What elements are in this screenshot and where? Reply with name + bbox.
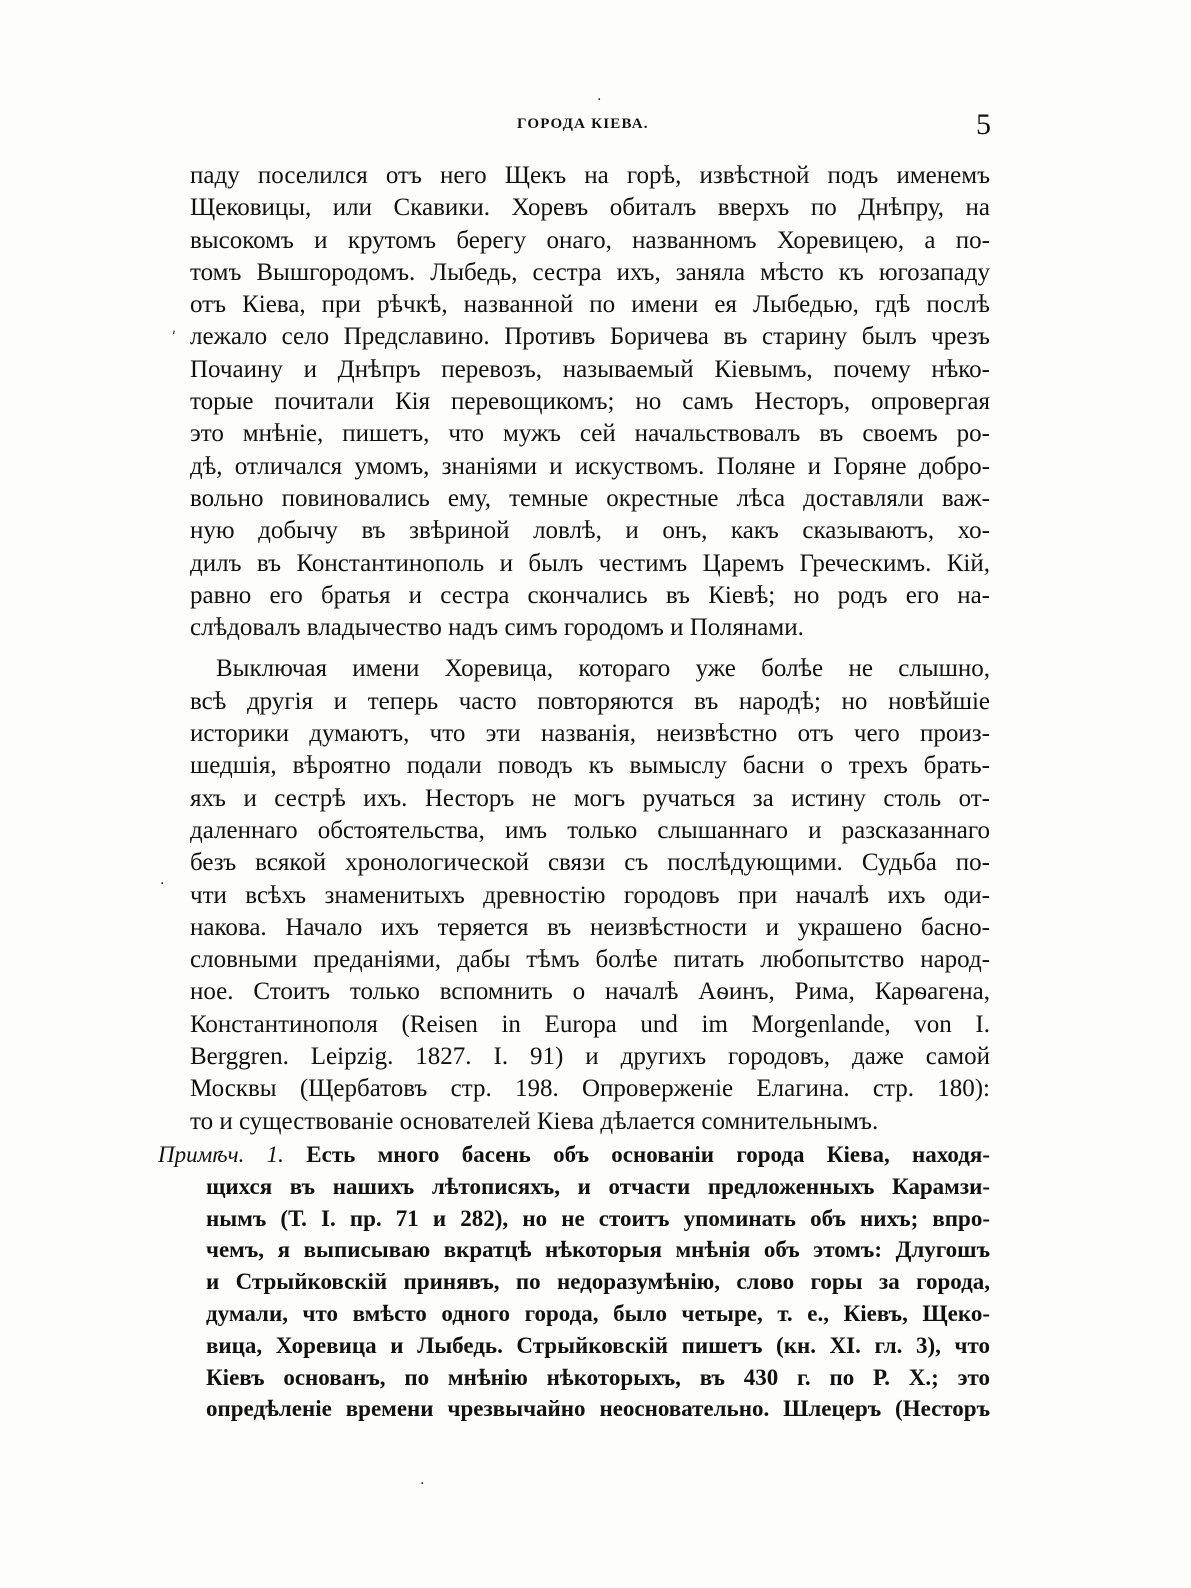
note-first-line (158, 1139, 990, 1171)
text-line: высокомъ и крутомъ берегу онаго, названномъ Хоревицею, а по- (190, 226, 990, 254)
print-speck: ʹ (172, 330, 176, 346)
note-line: опредѣленіе времени чрезвычайно неосновательно. Шлецеръ (Несторъ (206, 1396, 990, 1422)
text-line: равно его братья и сестра скончались въ Кіевѣ; но родъ его на- (190, 581, 990, 609)
note-label: Примѣч. 1. (158, 1142, 284, 1167)
text-line: историки думаютъ, что эти названія, неизвѣстно отъ чего произ- (190, 720, 990, 748)
text-line: Выключая имени Хоревица, котораго уже болѣе не слышно, (216, 655, 990, 683)
footnote (158, 1139, 990, 1425)
running-head: ГОРОДА КІЕВА. (517, 116, 649, 132)
text-line: Щековицы, или Скавики. Хоревъ обиталъ вверхъ по Днѣпру, на (190, 194, 990, 222)
text-line: Почаину и Днѣпръ перевозъ, называемый Кіевымъ, почему нѣко- (190, 355, 990, 383)
text-line: ную добычу въ звѣриной ловлѣ, и онъ, какъ сказываютъ, хо- (190, 517, 990, 545)
page-header (0, 108, 1191, 152)
text-line: дилъ въ Константинополь и былъ честимъ Царемъ Греческимъ. Кій, (190, 549, 990, 577)
note-line: нымъ (Т. I. пр. 71 и 282), но не стоитъ упоминать объ нихъ; впро- (206, 1205, 990, 1231)
text-line: Berggren. Leipzig. 1827. I. 91) и другихъ городовъ, даже самой (190, 1043, 990, 1071)
text-line: чти всѣхъ знаменитыхъ древностію городовъ при началѣ ихъ оди- (190, 881, 990, 909)
text-line: яхъ и сестрѣ ихъ. Несторъ не могъ ручаться за истину столь от- (190, 784, 990, 812)
text-line: вольно повиновались ему, темные окрестные лѣса доставляли важ- (190, 484, 990, 512)
text-line: это мнѣніе, пишетъ, что мужъ сей начальствовалъ въ своемъ ро- (190, 420, 990, 448)
note-line: чемъ, я выписываю вкратцѣ нѣкоторыя мнѣнія объ этомъ: Длугошъ (206, 1237, 990, 1263)
note-line: щихся въ нашихъ лѣтописяхъ, и отчасти предложенныхъ Карамзи- (206, 1173, 990, 1199)
text-line: томъ Вышгородомъ. Лыбедь, сестра ихъ, заняла мѣсто къ югозападу (190, 258, 990, 286)
text-line: Москвы (Щербатовъ стр. 198. Опроверженіе Елагина. стр. 180): (190, 1075, 990, 1103)
print-speck: · (420, 1476, 425, 1492)
note-line: и Стрыйковскій принявъ, по недоразумѣнію, слово горы за города, (206, 1269, 990, 1295)
text-line: то и существованіе основателей Кіева дѣлается сомнительнымъ. (190, 1107, 879, 1135)
paragraph-2 (190, 653, 990, 1137)
text-line: накова. Начало ихъ теряется въ неизвѣстности и украшено басно- (190, 913, 990, 941)
print-speck: · (597, 92, 602, 108)
note-text: Есть много басень объ основаніи города Кіева, находя- (306, 1142, 990, 1167)
text-line: лежало село Предславино. Противъ Боричева въ старину былъ чрезъ (190, 323, 990, 351)
note-line: вица, Хоревица и Лыбедь. Стрыйковскій пишетъ (кн. XI. гл. 3), что (206, 1332, 990, 1358)
text-line: торые почитали Кія перевощикомъ; но самъ Несторъ, опровергая (190, 388, 990, 416)
note-line: Кіевъ основанъ, по мнѣнію нѣкоторыхъ, въ 430 г. по Р. Х.; это (206, 1364, 990, 1390)
text-line: паду поселился отъ него Щекъ на горѣ, извѣстной подъ именемъ (190, 162, 990, 189)
note-line: думали, что вмѣсто одного города, было четыре, т. е., Кіевъ, Щеко- (206, 1300, 990, 1326)
text-line: даленнаго обстоятельства, имъ только слышаннаго и разсказаннаго (190, 816, 990, 844)
text-line: всѣ другія и теперь часто повторяются въ народѣ; но новѣйшіе (190, 687, 990, 715)
text-line: шедшія, вѣроятно подали поводъ къ вымыслу басни о трехъ брать- (190, 752, 990, 780)
text-line: дѣ, отличался умомъ, знаніями и искуствомъ. Поляне и Горяне добро- (190, 452, 990, 480)
paragraph-1 (190, 160, 990, 644)
text-line: безъ всякой хронологической связи съ послѣдующими. Судьба по- (190, 849, 990, 877)
text-line: Константинополя (Reisen in Europa und im Morgenlande, von I. (190, 1010, 990, 1038)
print-speck: · (160, 876, 165, 892)
text-line: ное. Стоитъ только вспомнить о началѣ Аѳинъ, Рима, Карѳагена, (190, 978, 990, 1006)
text-line: словными преданіями, дабы тѣмъ болѣе питать любопытство народ- (190, 946, 990, 974)
main-text (190, 160, 990, 1138)
text-line: отъ Кіева, при рѣчкѣ, названной по имени ея Лыбедью, гдѣ послѣ (190, 291, 990, 319)
text-line: слѣдовалъ владычество надъ симъ городомъ и Полянами. (190, 614, 804, 642)
page-number: 5 (976, 108, 991, 141)
paragraph-gap (190, 644, 990, 653)
